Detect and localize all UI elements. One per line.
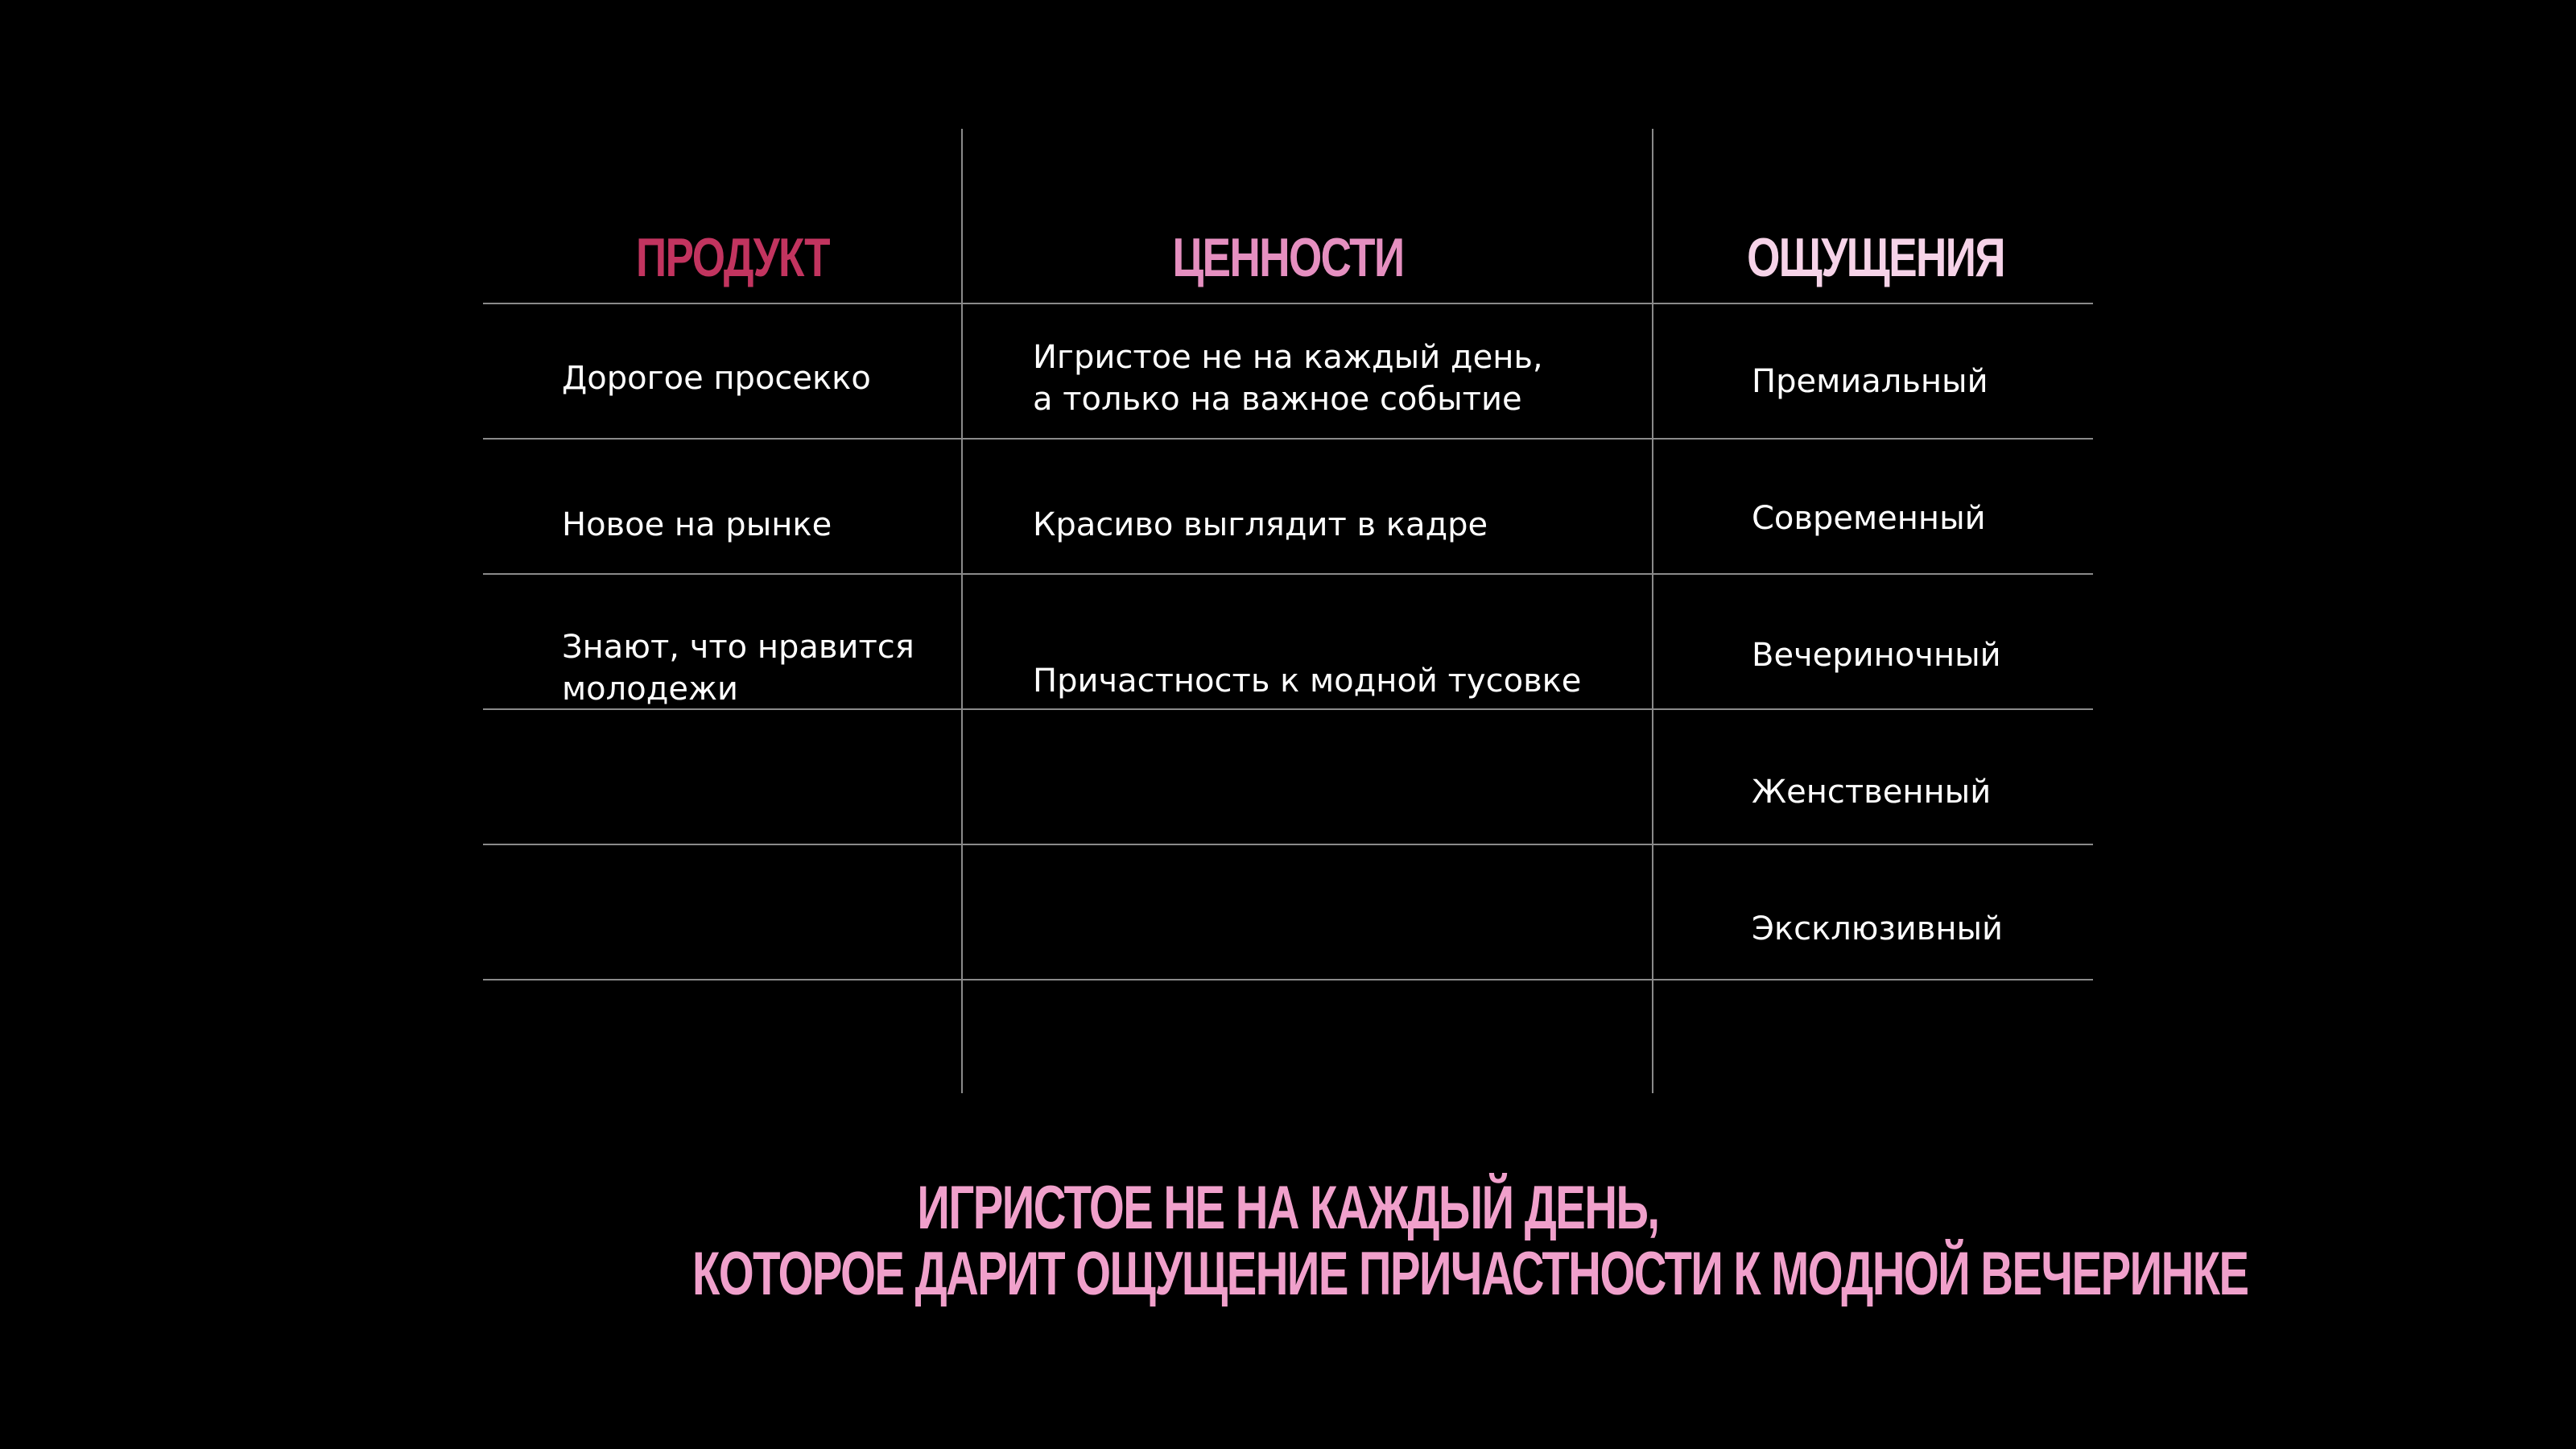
product-cell-2: Новое на рынке	[562, 506, 832, 543]
feelings-cell-4: Женственный	[1752, 774, 1992, 811]
feelings-cell-5: Эксклюзивный	[1752, 910, 2004, 947]
row-divider-header	[483, 303, 2093, 304]
column-divider-1	[961, 129, 963, 1093]
feelings-cell-2: Современный	[1752, 500, 1986, 537]
header-feelings: ОЩУЩЕНИЯ	[1747, 227, 2004, 288]
feelings-cell-3: Вечериночный	[1752, 637, 2001, 674]
values-cell-1-line-2: а только на важное событие	[1033, 381, 1522, 418]
tagline-line-1: ИГРИСТОЕ НЕ НА КАЖДЫЙ ДЕНЬ,	[917, 1174, 1659, 1242]
values-cell-3: Причастность к модной тусовке	[1033, 663, 1582, 700]
product-cell-3-line-1: Знают, что нравится	[562, 629, 914, 666]
row-divider-2	[483, 573, 2093, 575]
header-values: ЦЕННОСТИ	[1172, 227, 1404, 288]
row-divider-5	[483, 979, 2093, 980]
row-divider-1	[483, 438, 2093, 440]
product-cell-3-line-2: молодежи	[562, 671, 738, 708]
column-divider-2	[1652, 129, 1653, 1093]
header-product: ПРОДУКТ	[636, 227, 829, 288]
product-cell-1: Дорогое просекко	[562, 360, 871, 397]
values-cell-2: Красиво выглядит в кадре	[1033, 506, 1488, 543]
values-cell-1-line-1: Игристое не на каждый день,	[1033, 339, 1543, 376]
tagline-line-2: КОТОРОЕ ДАРИТ ОЩУЩЕНИЕ ПРИЧАСТНОСТИ К МОДНОЙ ВЕЧЕРИНКЕ	[692, 1240, 2248, 1308]
feelings-cell-1: Премиальный	[1752, 363, 1988, 400]
row-divider-4	[483, 844, 2093, 845]
